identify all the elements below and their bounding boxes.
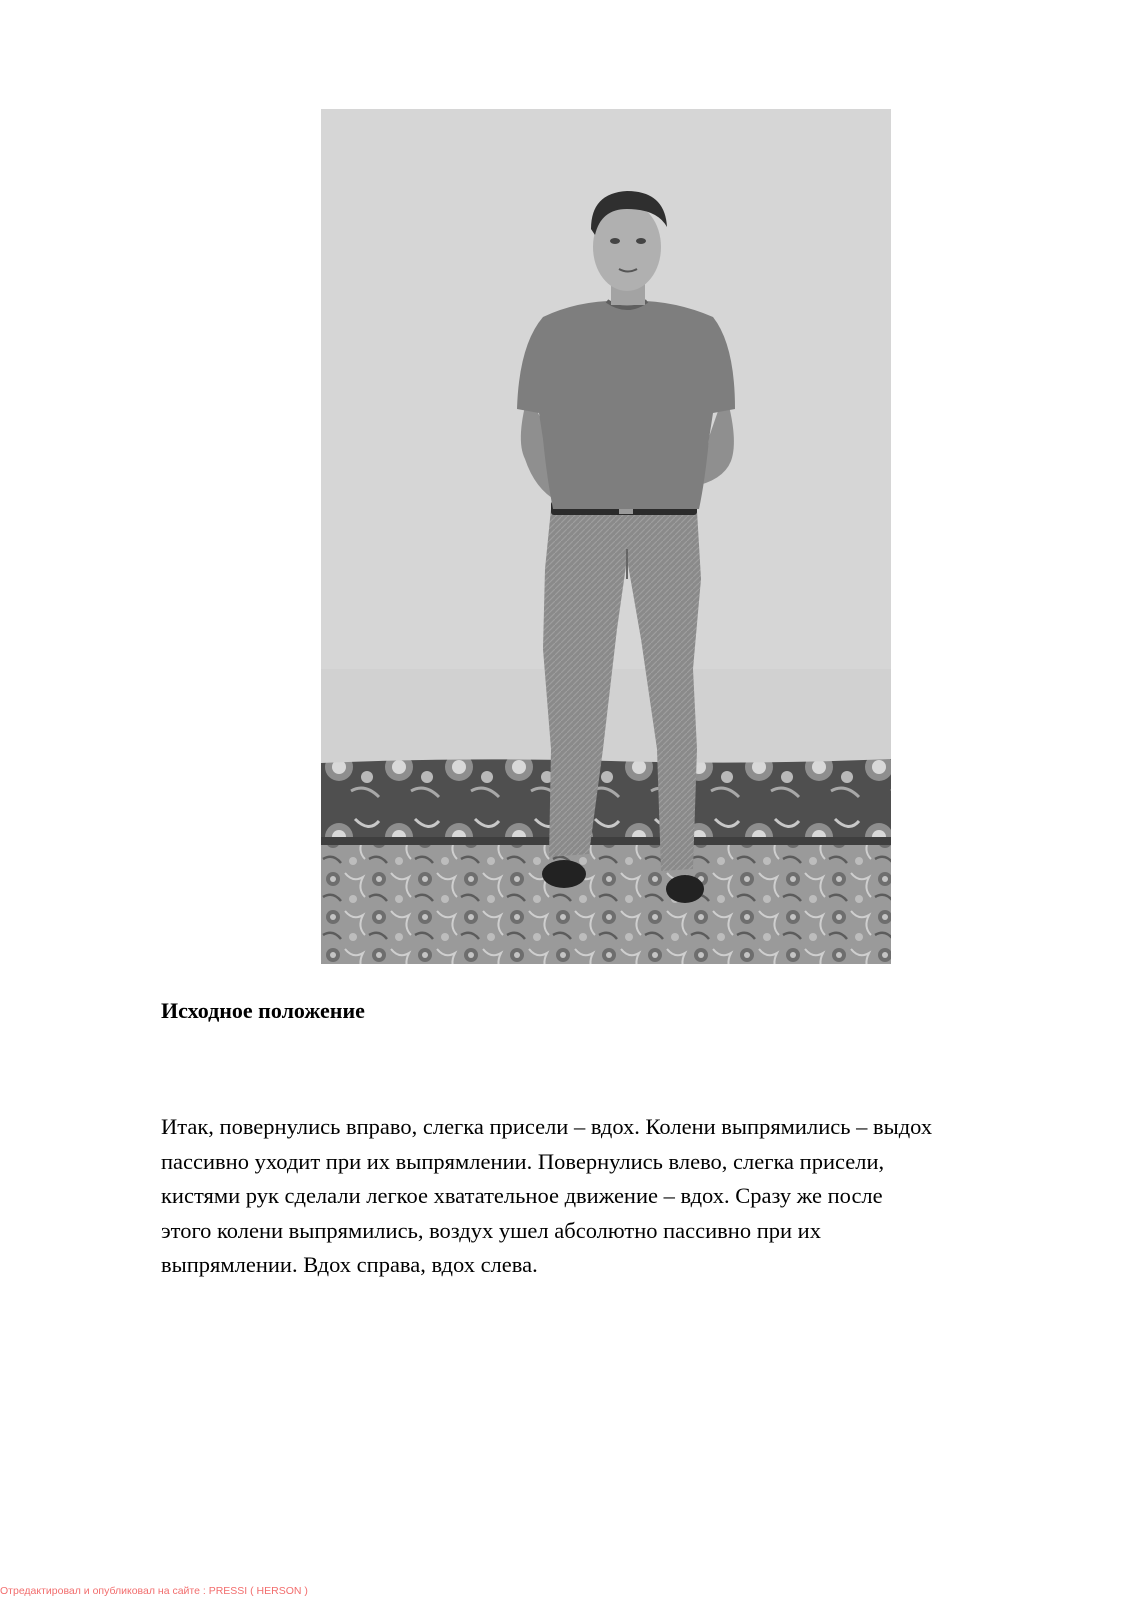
paragraph-line: этого колени выпрямились, воздух ушел абсолютно пассивно при их: [161, 1217, 821, 1243]
footer-publisher-note: Отредактировал и опубликовал на сайте : PRESSI ( HERSON ): [0, 1585, 308, 1597]
body-paragraph: [161, 1110, 1061, 1283]
paragraph-line: Итак, повернулись вправо, слегка присели – вдох. Колени выпрямились – выдох: [161, 1114, 933, 1139]
paragraph-line: пассивно уходит при их выпрямлении. Повернулись влево, слегка присели,: [161, 1148, 885, 1174]
photo-caption: Исходное положение: [161, 998, 365, 1023]
paragraph-line: кистями рук сделали легкое хватательное движение – вдох. Сразу же после: [161, 1183, 883, 1208]
paragraph-line: выпрямлении. Вдох справа, вдох слева.: [161, 1252, 538, 1277]
exercise-photo: [321, 109, 891, 964]
